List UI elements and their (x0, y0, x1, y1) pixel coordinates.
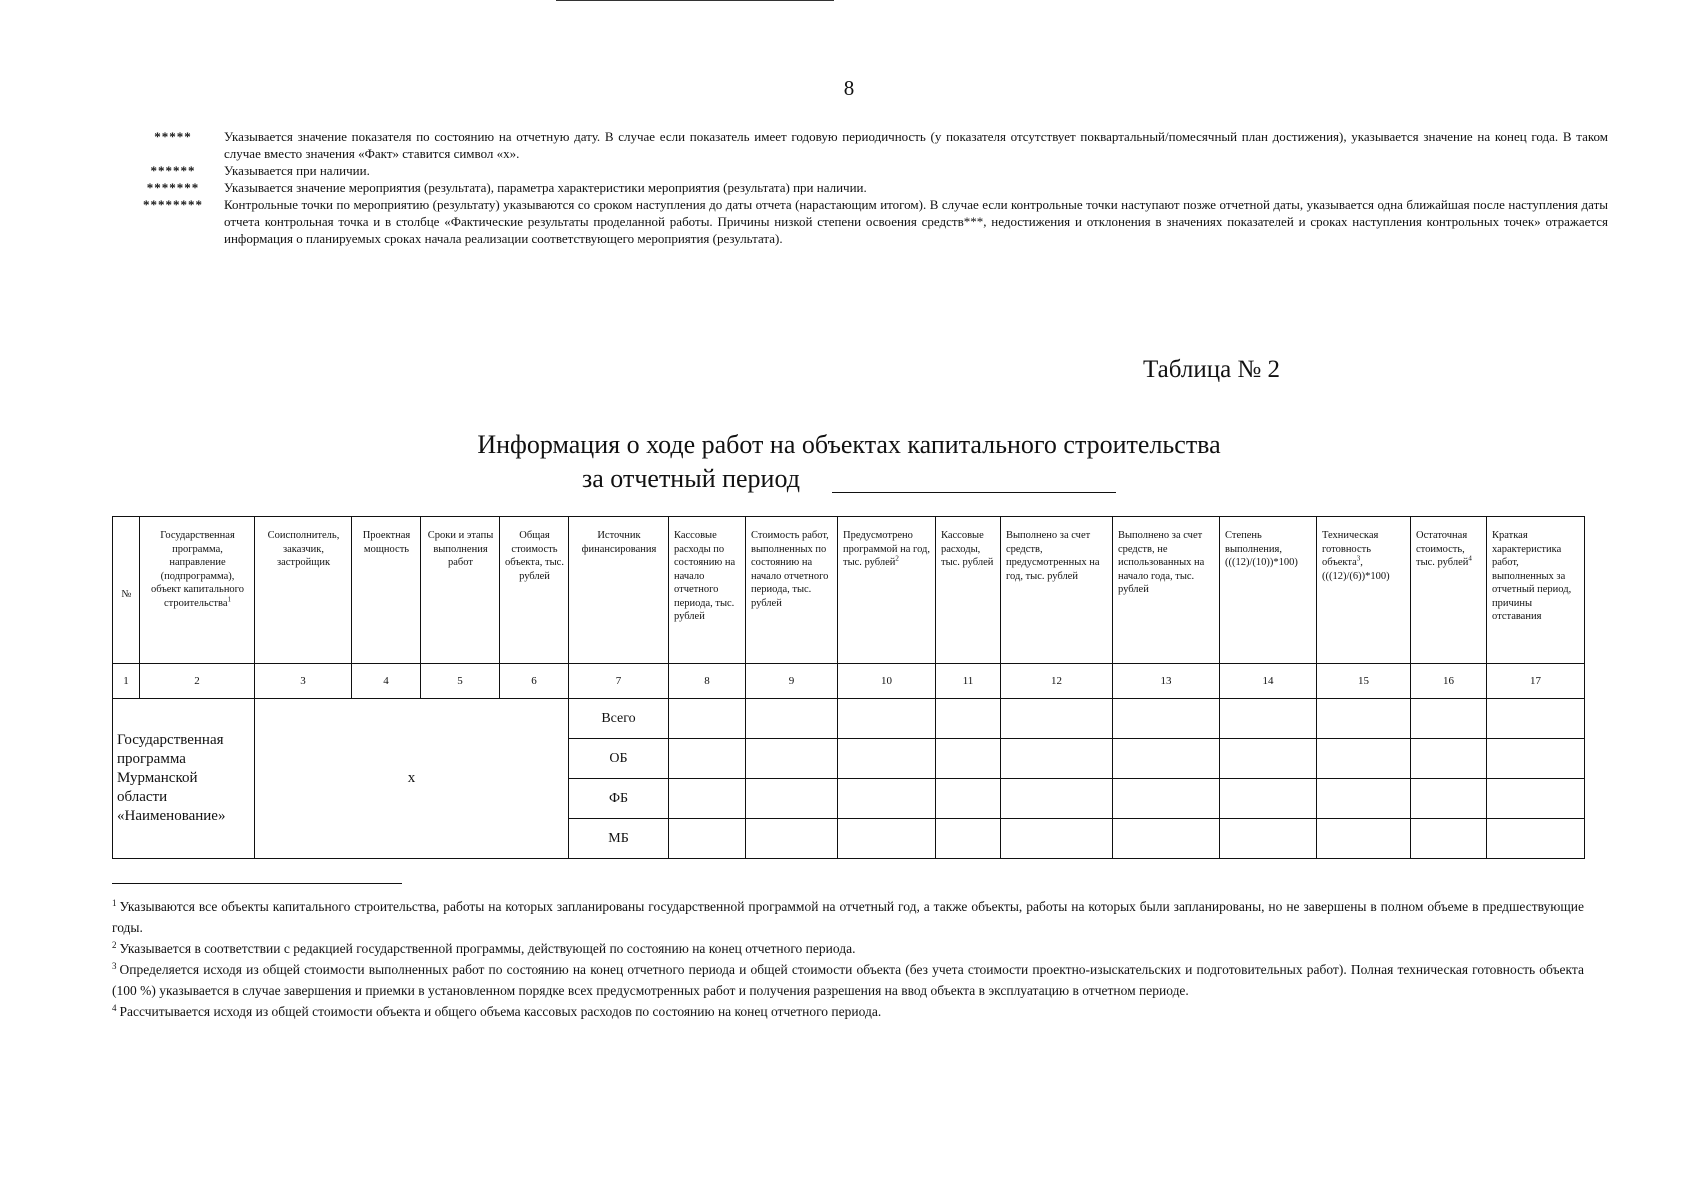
asterisk-notes (122, 128, 1608, 247)
table-header-row (113, 517, 1585, 664)
note-mark: ****** (150, 163, 196, 178)
footnote-text: Указываются все объекты капитального строительства, работы на которых запланированы государственной программой на отчетный год, а также объекты, работы на которых были запланированы, но не завершены в полном объеме в предшествующие годы. (112, 899, 1584, 935)
data-cell (1317, 779, 1411, 819)
note-mark: ******* (146, 180, 200, 195)
note-text: Указывается значение показателя по состоянию на отчетную дату. В случае если показатель имеет годовую периодичность (у показателя отсутствует поквартальный/помесячный план достижения), указывается значение на конец года. В таком случае вместо значения «Факт» ставится символ «х». (224, 129, 1608, 161)
footnote-ref: 3 (1356, 554, 1361, 563)
footnote-number: 4 (112, 1003, 117, 1013)
data-cell (936, 699, 1001, 739)
note-item (122, 196, 1608, 247)
column-number: 3 (255, 664, 352, 699)
data-cell (1220, 739, 1317, 779)
column-number: 12 (1001, 664, 1113, 699)
data-cell (669, 819, 746, 859)
header-cell (838, 517, 936, 664)
header-cell: Краткая характеристика работ, выполненных за отчетный период, причины отставания (1487, 517, 1585, 664)
data-cell (1487, 779, 1585, 819)
column-number: 10 (838, 664, 936, 699)
header-cell: Кассовые расходы, тыс. рублей (936, 517, 1001, 664)
data-cell (1001, 739, 1113, 779)
footnote-separator (112, 883, 402, 884)
data-cell (1411, 739, 1487, 779)
top-divider-line (556, 0, 834, 1)
data-cell (936, 779, 1001, 819)
data-cell (1411, 699, 1487, 739)
note-mark: ***** (154, 129, 192, 144)
note-mark: ******** (143, 197, 203, 212)
footnote-ref: 2 (895, 554, 899, 563)
note-text: Указывается значение мероприятия (результата), параметра характеристики мероприятия (результата) при наличии. (224, 180, 867, 195)
footnote-number: 2 (112, 940, 117, 950)
document-subtitle: за отчетный период (582, 464, 800, 493)
data-cell (1220, 699, 1317, 739)
note-text: Контрольные точки по мероприятию (результату) указываются со сроком наступления до даты отчета (нарастающим итогом). В случае если контрольные точки наступают позже отчетной даты, указывается одна ближайшая после наступления даты отчета контрольная точка и в столбце «Фактические результаты проделанной работы. Причины низкой степени освоения средств***, недостижения и отклонения в значениях показателей и сроках наступления контрольных точек» отражается информация о планируемых сроках начала реализации соответствующего мероприятия (результата). (224, 197, 1608, 246)
data-cell (1113, 819, 1220, 859)
footnote-text: Указывается в соответствии с редакцией государственной программы, действующей по состоянию на конец отчетного периода. (119, 941, 856, 956)
funding-source-cell: МБ (569, 819, 669, 859)
header-cell: Степень выполнения, (((12)/(10))*100) (1220, 517, 1317, 664)
column-number: 9 (746, 664, 838, 699)
column-number: 8 (669, 664, 746, 699)
data-cell (746, 819, 838, 859)
period-fill-line (832, 492, 1116, 493)
column-number: 5 (421, 664, 500, 699)
footnote-ref: 4 (1468, 554, 1472, 563)
header-cell (140, 517, 255, 664)
page-number: 8 (843, 76, 855, 100)
column-number-row (113, 664, 1585, 699)
header-cell: Кассовые расходы по состоянию на начало отчетного периода, тыс. рублей (669, 517, 746, 664)
funding-source-cell: ОБ (569, 739, 669, 779)
table-label: Таблица № 2 (1143, 356, 1281, 383)
footnote-text: Определяется исходя из общей стоимости выполненных работ по состоянию на конец отчетного периода и общей стоимости объекта (без учета стоимости проектно-изыскательских и подготовительных работ). Полная техническая готовность объекта (100 %) указывается в случае завершения и приемки в установленном порядке всех предусмотренных работ и получения разрешения на ввод объекта в эксплуатацию в отчетном периоде. (112, 962, 1584, 998)
header-cell: Стоимость работ, выполненных по состоянию на начало отчетного периода, тыс. рублей (746, 517, 838, 664)
column-number: 4 (352, 664, 421, 699)
header-cell: Общая стоимость объекта, тыс. рублей (500, 517, 569, 664)
header-cell: Проектная мощность (352, 517, 421, 664)
data-cell (838, 699, 936, 739)
footnote-ref: 1 (227, 595, 231, 603)
funding-source-cell: Всего (569, 699, 669, 739)
note-item (122, 128, 1608, 162)
data-cell (1113, 779, 1220, 819)
column-number: 2 (140, 664, 255, 699)
data-cell (1001, 699, 1113, 739)
program-name-cell: Государственная программа Мурманской области «Наименование» (113, 699, 255, 859)
funding-source-cell: ФБ (569, 779, 669, 819)
header-text: , (((12)/(6))*100) (1322, 557, 1390, 582)
footnote-text: Рассчитывается исходя из общей стоимости объекта и общего объема кассовых расходов по состоянию на конец отчетного периода. (119, 1004, 882, 1019)
data-cell (936, 739, 1001, 779)
header-cell: Соисполнитель, заказчик, застройщик (255, 517, 352, 664)
data-cell (838, 779, 936, 819)
header-text: Остаточная стоимость, тыс. рублей (1416, 530, 1469, 568)
column-number: 11 (936, 664, 1001, 699)
data-cell (838, 819, 936, 859)
data-cell (1113, 699, 1220, 739)
note-text: Указывается при наличии. (224, 163, 370, 178)
column-number: 6 (500, 664, 569, 699)
footnote-item (112, 938, 1584, 959)
data-cell (1001, 779, 1113, 819)
data-cell (746, 739, 838, 779)
data-cell (1487, 699, 1585, 739)
data-cell (838, 739, 936, 779)
header-text: Техническая готовность объекта (1322, 530, 1379, 568)
footnote-item (112, 1001, 1584, 1022)
footnote-item (112, 896, 1584, 938)
data-cell (1220, 819, 1317, 859)
data-cell (1317, 739, 1411, 779)
footnotes (112, 896, 1584, 1022)
column-number: 13 (1113, 664, 1220, 699)
data-cell (1220, 779, 1317, 819)
data-cell (1411, 819, 1487, 859)
header-cell (1317, 517, 1411, 664)
note-item (122, 162, 1608, 179)
data-cell (1487, 819, 1585, 859)
data-cell (1317, 819, 1411, 859)
data-cell (1317, 699, 1411, 739)
column-number: 7 (569, 664, 669, 699)
data-cell (1113, 739, 1220, 779)
data-cell (1001, 819, 1113, 859)
footnote-number: 1 (112, 898, 117, 908)
data-cell (669, 779, 746, 819)
header-cell: Выполнено за счет средств, предусмотренных на год, тыс. рублей (1001, 517, 1113, 664)
construction-progress-table (112, 516, 1585, 859)
header-cell: Выполнено за счет средств, не использованных на начало года, тыс. рублей (1113, 517, 1220, 664)
document-title: Информация о ходе работ на объектах капитального строительства (477, 430, 1221, 459)
header-cell (1411, 517, 1487, 664)
data-cell (669, 739, 746, 779)
data-cell (936, 819, 1001, 859)
header-text: Государственная программа, направление (подпрограмма), объект капитального строительства (151, 530, 244, 609)
data-cell (746, 699, 838, 739)
merged-x-cell: х (255, 699, 569, 859)
column-number: 14 (1220, 664, 1317, 699)
note-item (122, 179, 1608, 196)
data-cell (746, 779, 838, 819)
header-cell: Сроки и этапы выполнения работ (421, 517, 500, 664)
footnote-item (112, 959, 1584, 1001)
header-cell: № (113, 517, 140, 664)
data-cell (669, 699, 746, 739)
header-cell: Источник финансирования (569, 517, 669, 664)
column-number: 1 (113, 664, 140, 699)
data-cell (1411, 779, 1487, 819)
column-number: 16 (1411, 664, 1487, 699)
footnote-number: 3 (112, 961, 117, 971)
table-row (113, 699, 1585, 739)
header-text: Предусмотрено программой на год, тыс. рублей (843, 530, 930, 568)
column-number: 15 (1317, 664, 1411, 699)
data-cell (1487, 739, 1585, 779)
column-number: 17 (1487, 664, 1585, 699)
